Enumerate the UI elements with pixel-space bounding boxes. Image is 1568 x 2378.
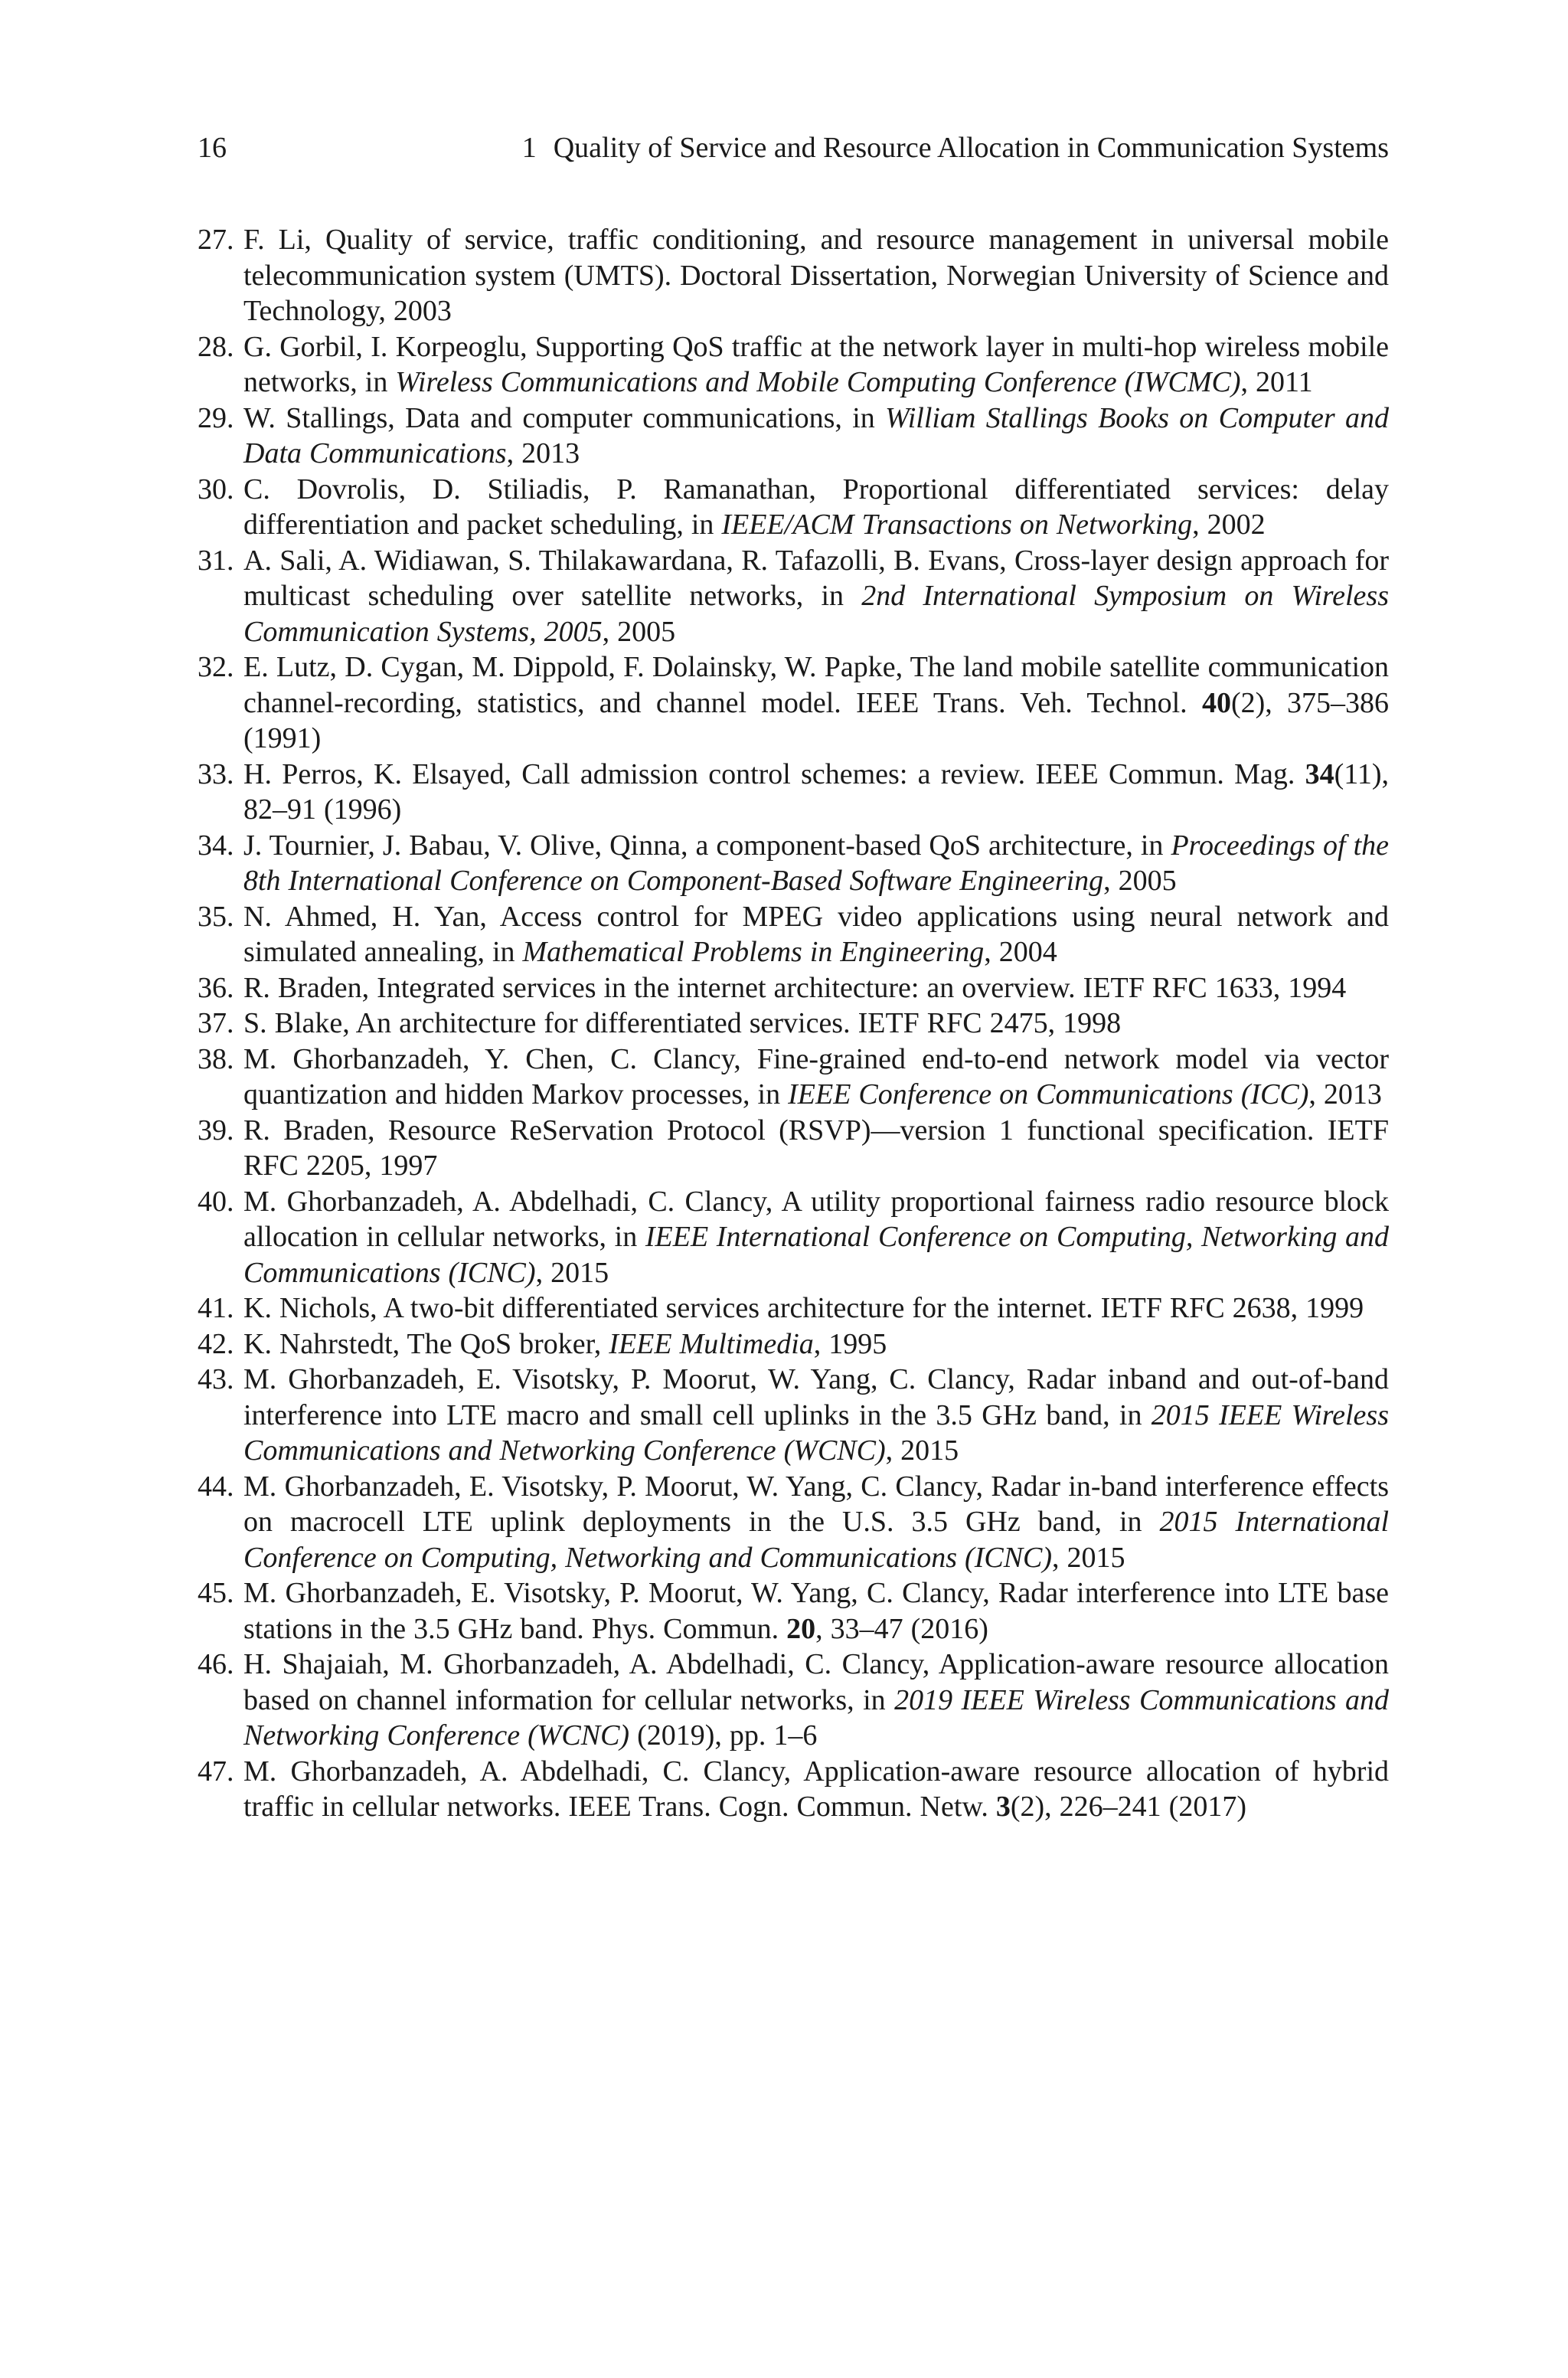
reference-segment: , 2005 [602, 615, 676, 648]
reference-venue: 2015 International Conference on Computing, Networking and Communications (ICNC) [243, 1506, 1389, 1574]
reference-text [243, 1755, 1389, 1824]
reference-segment: , 2002 [1192, 509, 1266, 541]
reference-segment: R. Braden, Resource ReServation Protocol (RSVP)—version 1 functional specification. IETF RFC 2205, 1997 [243, 1114, 1389, 1182]
reference-item [198, 1647, 1389, 1754]
reference-segment: H. Shajaiah, M. Ghorbanzadeh, A. Abdelhadi, C. Clancy, Application-aware resource allocation based on channel information for cellular networks, in [243, 1648, 1389, 1716]
reference-segment: C. Dovrolis, D. Stiliadis, P. Ramanathan, Proportional differentiated services: delay differentiation and packet scheduling, in [243, 473, 1389, 541]
reference-number: 34. [198, 829, 234, 862]
reference-segment: , 2011 [1240, 366, 1313, 398]
reference-list [198, 222, 1389, 1825]
reference-number: 38. [198, 1042, 234, 1075]
reference-number: 29. [198, 401, 234, 434]
reference-segment: H. Perros, K. Elsayed, Call admission control schemes: a review. IEEE Commun. Mag. [243, 757, 1305, 790]
chapter-title: Quality of Service and Resource Allocation in Communication Systems [553, 132, 1389, 164]
reference-number: 46. [198, 1648, 234, 1680]
reference-text [243, 1648, 1389, 1752]
reference-text [243, 402, 1389, 470]
reference-number: 30. [198, 473, 234, 505]
reference-venue: IEEE International Conference on Computing, Networking and Communications (ICNC) [243, 1221, 1389, 1289]
reference-volume: 34 [1305, 757, 1334, 790]
reference-segment: R. Braden, Integrated services in the internet architecture: an overview. IETF RFC 1633, 1994 [243, 971, 1347, 1004]
reference-number: 33. [198, 757, 234, 790]
reference-number: 37. [198, 1007, 234, 1039]
reference-segment: , 2004 [984, 936, 1057, 968]
reference-venue: IEEE Conference on Communications (ICC) [788, 1078, 1309, 1110]
reference-item [198, 401, 1389, 472]
reference-segment: A. Sali, A. Widiawan, S. Thilakawardana, R. Tafazolli, B. Evans, Cross-layer design approach for multicast scheduling over satellite networks, in [243, 544, 1389, 612]
reference-venue: Proceedings of the 8th International Conference on Component-Based Software Engineering [243, 829, 1389, 897]
chapter-number: 1 [521, 132, 537, 164]
reference-text [243, 901, 1389, 969]
reference-volume: 40 [1201, 686, 1231, 719]
reference-item [198, 1754, 1389, 1825]
reference-segment: (2), 226–241 (2017) [1010, 1791, 1246, 1823]
reference-text [243, 1328, 887, 1360]
reference-item [198, 1042, 1389, 1113]
reference-segment: F. Li, Quality of service, traffic conditioning, and resource management in universal mobile telecommunication system (UMTS). Doctoral Dissertation, Norwegian University of Science and Technology, 2003 [243, 224, 1389, 327]
reference-text [243, 1007, 1121, 1039]
reference-text [243, 829, 1389, 898]
reference-item [198, 1469, 1389, 1576]
reference-text [243, 1363, 1389, 1467]
reference-number: 31. [198, 544, 234, 577]
reference-number: 35. [198, 900, 234, 933]
reference-volume: 20 [786, 1612, 816, 1645]
reference-venue: 2015 IEEE Wireless Communications and Networking Conference (WCNC) [243, 1398, 1389, 1467]
reference-segment: M. Ghorbanzadeh, A. Abdelhadi, C. Clancy, A utility proportional fairness radio resource block allocation in cellular networks, in [243, 1185, 1389, 1253]
reference-segment: G. Gorbil, I. Korpeoglu, Supporting QoS traffic at the network layer in multi-hop wireless mobile networks, in [243, 330, 1389, 398]
reference-venue: Wireless Communications and Mobile Computing Conference (IWCMC) [395, 366, 1241, 398]
reference-item [198, 828, 1389, 899]
reference-text [243, 545, 1389, 648]
reference-item [198, 1006, 1389, 1042]
reference-text [243, 972, 1346, 1004]
reference-number: 41. [198, 1292, 234, 1324]
reference-segment: M. Ghorbanzadeh, A. Abdelhadi, C. Clancy, Application-aware resource allocation of hybrid traffic in cellular networks. IEEE Trans. Cogn. Commun. Netw. [243, 1755, 1389, 1823]
reference-number: 45. [198, 1577, 234, 1609]
running-head [522, 127, 1389, 168]
reference-number: 28. [198, 330, 234, 363]
reference-segment: M. Ghorbanzadeh, E. Visotsky, P. Moorut, W. Yang, C. Clancy, Radar interference into LTE base stations in the 3.5 GHz band. Phys. Commun. [243, 1577, 1389, 1645]
reference-segment: (2019), pp. 1–6 [629, 1719, 818, 1752]
reference-segment: , 2015 [535, 1256, 609, 1289]
reference-item [198, 1326, 1389, 1362]
reference-text [243, 331, 1389, 399]
reference-venue: William Stallings Books on Computer and Data Communications [243, 401, 1389, 469]
reference-segment: K. Nichols, A two-bit differentiated services architecture for the internet. IETF RFC 2638, 1999 [243, 1292, 1364, 1324]
reference-text [243, 758, 1389, 826]
reference-item [198, 1184, 1389, 1291]
reference-segment: W. Stallings, Data and computer communications, in [243, 401, 886, 434]
reference-number: 43. [198, 1363, 234, 1395]
page-number: 16 [198, 132, 227, 164]
reference-item [198, 649, 1389, 757]
reference-item [198, 757, 1389, 828]
reference-segment: E. Lutz, D. Cygan, M. Dippold, F. Dolainsky, W. Papke, The land mobile satellite communication channel-recording, statistics, and channel model. IEEE Trans. Veh. Technol. [243, 651, 1389, 719]
reference-text [243, 1470, 1389, 1574]
reference-segment: M. Ghorbanzadeh, Y. Chen, C. Clancy, Fine-grained end-to-end network model via vector quantization and hidden Markov processes, in [243, 1042, 1389, 1110]
reference-venue: Mathematical Problems in Engineering [522, 936, 985, 968]
reference-text [243, 1292, 1364, 1324]
reference-segment: M. Ghorbanzadeh, E. Visotsky, P. Moorut, W. Yang, C. Clancy, Radar inband and out-of-band interference into LTE macro and small cell uplinks in the 3.5 GHz band, in [243, 1363, 1389, 1431]
reference-item [198, 329, 1389, 401]
reference-segment: S. Blake, An architecture for differentiated services. IETF RFC 2475, 1998 [243, 1007, 1122, 1039]
reference-item [198, 222, 1389, 329]
reference-number: 36. [198, 971, 234, 1004]
reference-item [198, 543, 1389, 650]
reference-number: 40. [198, 1185, 234, 1218]
reference-item [198, 1113, 1389, 1184]
reference-segment: (11), 82–91 (1996) [243, 757, 1389, 826]
reference-text [243, 473, 1389, 541]
reference-venue: IEEE/ACM Transactions on Networking [721, 509, 1193, 541]
reference-venue: IEEE Multimedia [609, 1327, 814, 1360]
reference-item [198, 1575, 1389, 1647]
reference-segment: N. Ahmed, H. Yan, Access control for MPEG video applications using neural network and simulated annealing, in [243, 900, 1389, 968]
reference-text [243, 1577, 1389, 1645]
reference-segment: , 2015 [885, 1434, 959, 1467]
reference-venue: 2nd International Symposium on Wireless Communication Systems, 2005 [243, 580, 1389, 648]
reference-item [198, 970, 1389, 1006]
reference-segment: , 2015 [1052, 1541, 1125, 1574]
reference-text [243, 224, 1389, 327]
reference-venue: 2019 IEEE Wireless Communications and Networking Conference (WCNC) [243, 1683, 1389, 1752]
reference-number: 27. [198, 224, 234, 256]
reference-segment: , 33–47 (2016) [815, 1612, 988, 1645]
page-header [198, 127, 1389, 168]
reference-segment: , 2013 [1308, 1078, 1382, 1110]
reference-item [198, 1290, 1389, 1326]
reference-number: 42. [198, 1327, 234, 1360]
reference-item [198, 899, 1389, 970]
reference-segment: (2), 375–386 (1991) [243, 686, 1389, 754]
reference-segment: J. Tournier, J. Babau, V. Olive, Qinna, a component-based QoS architecture, in [243, 829, 1171, 862]
reference-segment: , 2013 [506, 437, 580, 469]
reference-segment: K. Nahrstedt, The QoS broker, [243, 1327, 609, 1360]
reference-text [243, 1043, 1389, 1111]
reference-item [198, 1362, 1389, 1469]
reference-number: 32. [198, 651, 234, 683]
reference-text [243, 1114, 1389, 1182]
reference-item [198, 472, 1389, 543]
reference-number: 44. [198, 1470, 234, 1503]
reference-text [243, 1186, 1389, 1289]
reference-number: 47. [198, 1755, 234, 1788]
reference-segment: , 2005 [1103, 865, 1177, 897]
reference-segment: M. Ghorbanzadeh, E. Visotsky, P. Moorut, W. Yang, C. Clancy, Radar in-band interference effects on macrocell LTE uplink deployments in the U.S. 3.5 GHz band, in [243, 1470, 1389, 1538]
reference-text [243, 651, 1389, 754]
reference-number: 39. [198, 1114, 234, 1146]
reference-segment: , 1995 [813, 1327, 887, 1360]
reference-volume: 3 [995, 1791, 1011, 1823]
